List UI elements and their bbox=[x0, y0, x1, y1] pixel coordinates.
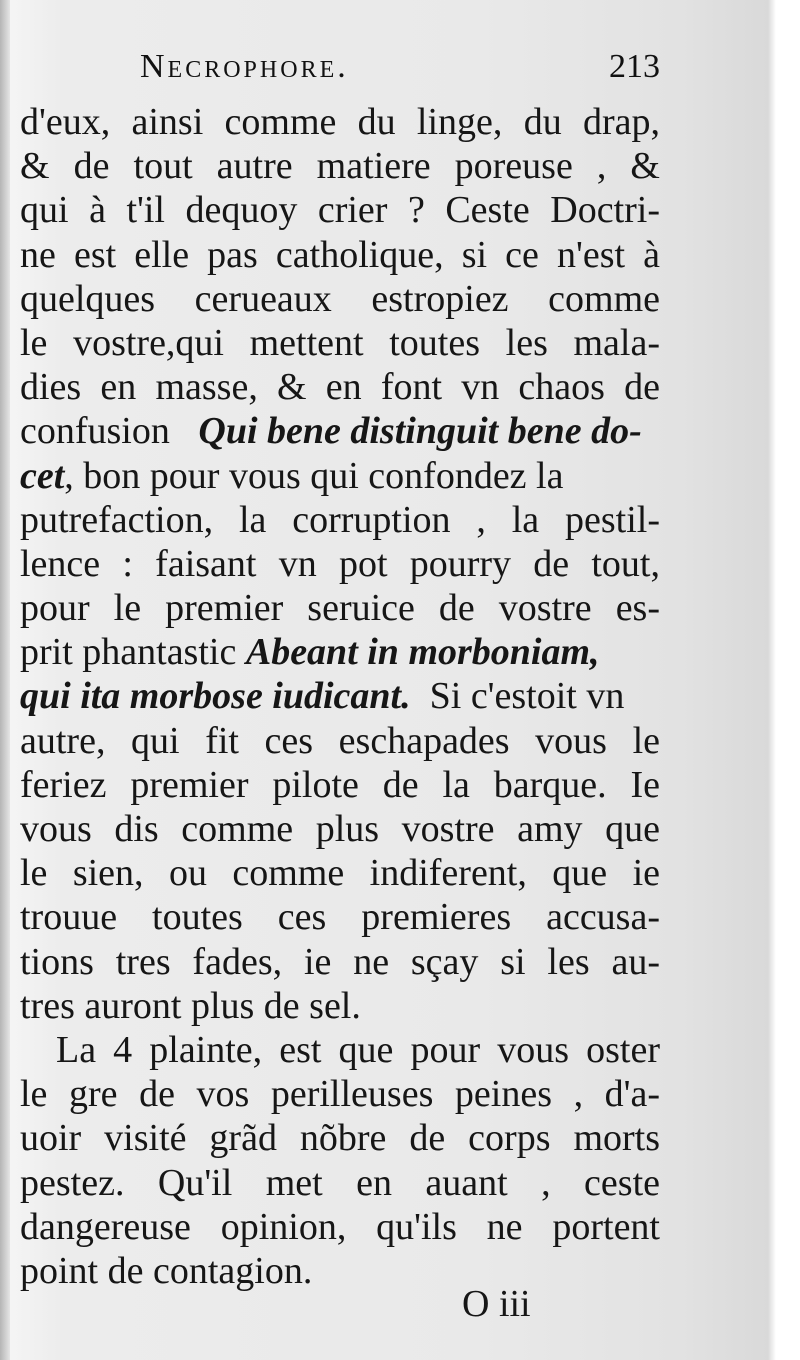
text-line: putrefaction, la corruption , la pestil- bbox=[20, 498, 660, 541]
text-line: dangereuse opinion, qu'ils ne portent bbox=[20, 1205, 660, 1248]
text-fragment: confusion bbox=[20, 410, 170, 453]
latin-quote: Abeant in morboniam, bbox=[245, 631, 600, 674]
text-fragment: Si c'estoit vn bbox=[429, 675, 625, 718]
text-line: lence : faisant vn pot pourry de tout, bbox=[20, 542, 660, 585]
latin-quote-end: cet bbox=[20, 454, 65, 497]
text-fragment: prit phantastic bbox=[20, 631, 237, 674]
text-line: ne est elle pas catholique, si ce n'est à bbox=[20, 233, 660, 276]
page-header bbox=[140, 48, 660, 96]
text-line: quelques cerueaux estropiez comme bbox=[20, 277, 660, 320]
signature-mark: O iii bbox=[462, 1283, 531, 1325]
latin-quote: Qui bene distinguit bene do- bbox=[198, 410, 642, 453]
text-line: qui à t'il dequoy crier ? Ceste Doctri- bbox=[20, 189, 660, 232]
text-line: feriez premier pilote de la barque. Ie bbox=[20, 763, 660, 806]
text-line: dies en masse, & en font vn chaos de bbox=[20, 366, 660, 409]
text-fragment: , bon pour vous qui confondez la bbox=[64, 454, 564, 497]
text-line: point de contagion. bbox=[20, 1249, 313, 1292]
text-line: tres auront plus de sel. bbox=[20, 984, 361, 1027]
text-line bbox=[20, 409, 660, 453]
text-line: uoir visité grãd nõbre de corps morts bbox=[20, 1117, 660, 1160]
text-line: le sien, ou comme indiferent, que ie bbox=[20, 852, 660, 895]
text-line: autre, qui fit ces eschapades vous le bbox=[20, 719, 660, 762]
latin-quote: qui ita morbose iudicant. bbox=[20, 675, 411, 718]
text-line: pestez. Qu'il met en auant , ceste bbox=[20, 1161, 660, 1204]
text-line: le vostre,qui mettent toutes les mala- bbox=[20, 321, 660, 364]
body-text bbox=[20, 100, 660, 1293]
text-line: La 4 plainte, est que pour vous oster bbox=[56, 1028, 660, 1071]
text-line: vous dis comme plus vostre amy que bbox=[20, 808, 660, 850]
text-line: d'eux, ainsi comme du linge, du drap, bbox=[20, 101, 660, 143]
page-edge bbox=[776, 0, 800, 1360]
text-line bbox=[20, 454, 660, 498]
text-line: pour le premier seruice de vostre es- bbox=[20, 587, 660, 630]
text-line bbox=[20, 674, 660, 718]
text-line: tions tres fades, ie ne sçay si les au- bbox=[20, 940, 660, 983]
text-line: trouue toutes ces premieres accusa- bbox=[20, 896, 660, 939]
text-line: & de tout autre matiere poreuse , & bbox=[20, 145, 660, 188]
running-title: Necrophore. bbox=[140, 48, 349, 85]
text-line bbox=[20, 630, 660, 674]
page-number: 213 bbox=[609, 48, 660, 85]
binding-shadow bbox=[0, 0, 10, 1360]
text-line: le gre de vos perilleuses peines , d'a- bbox=[20, 1073, 660, 1116]
